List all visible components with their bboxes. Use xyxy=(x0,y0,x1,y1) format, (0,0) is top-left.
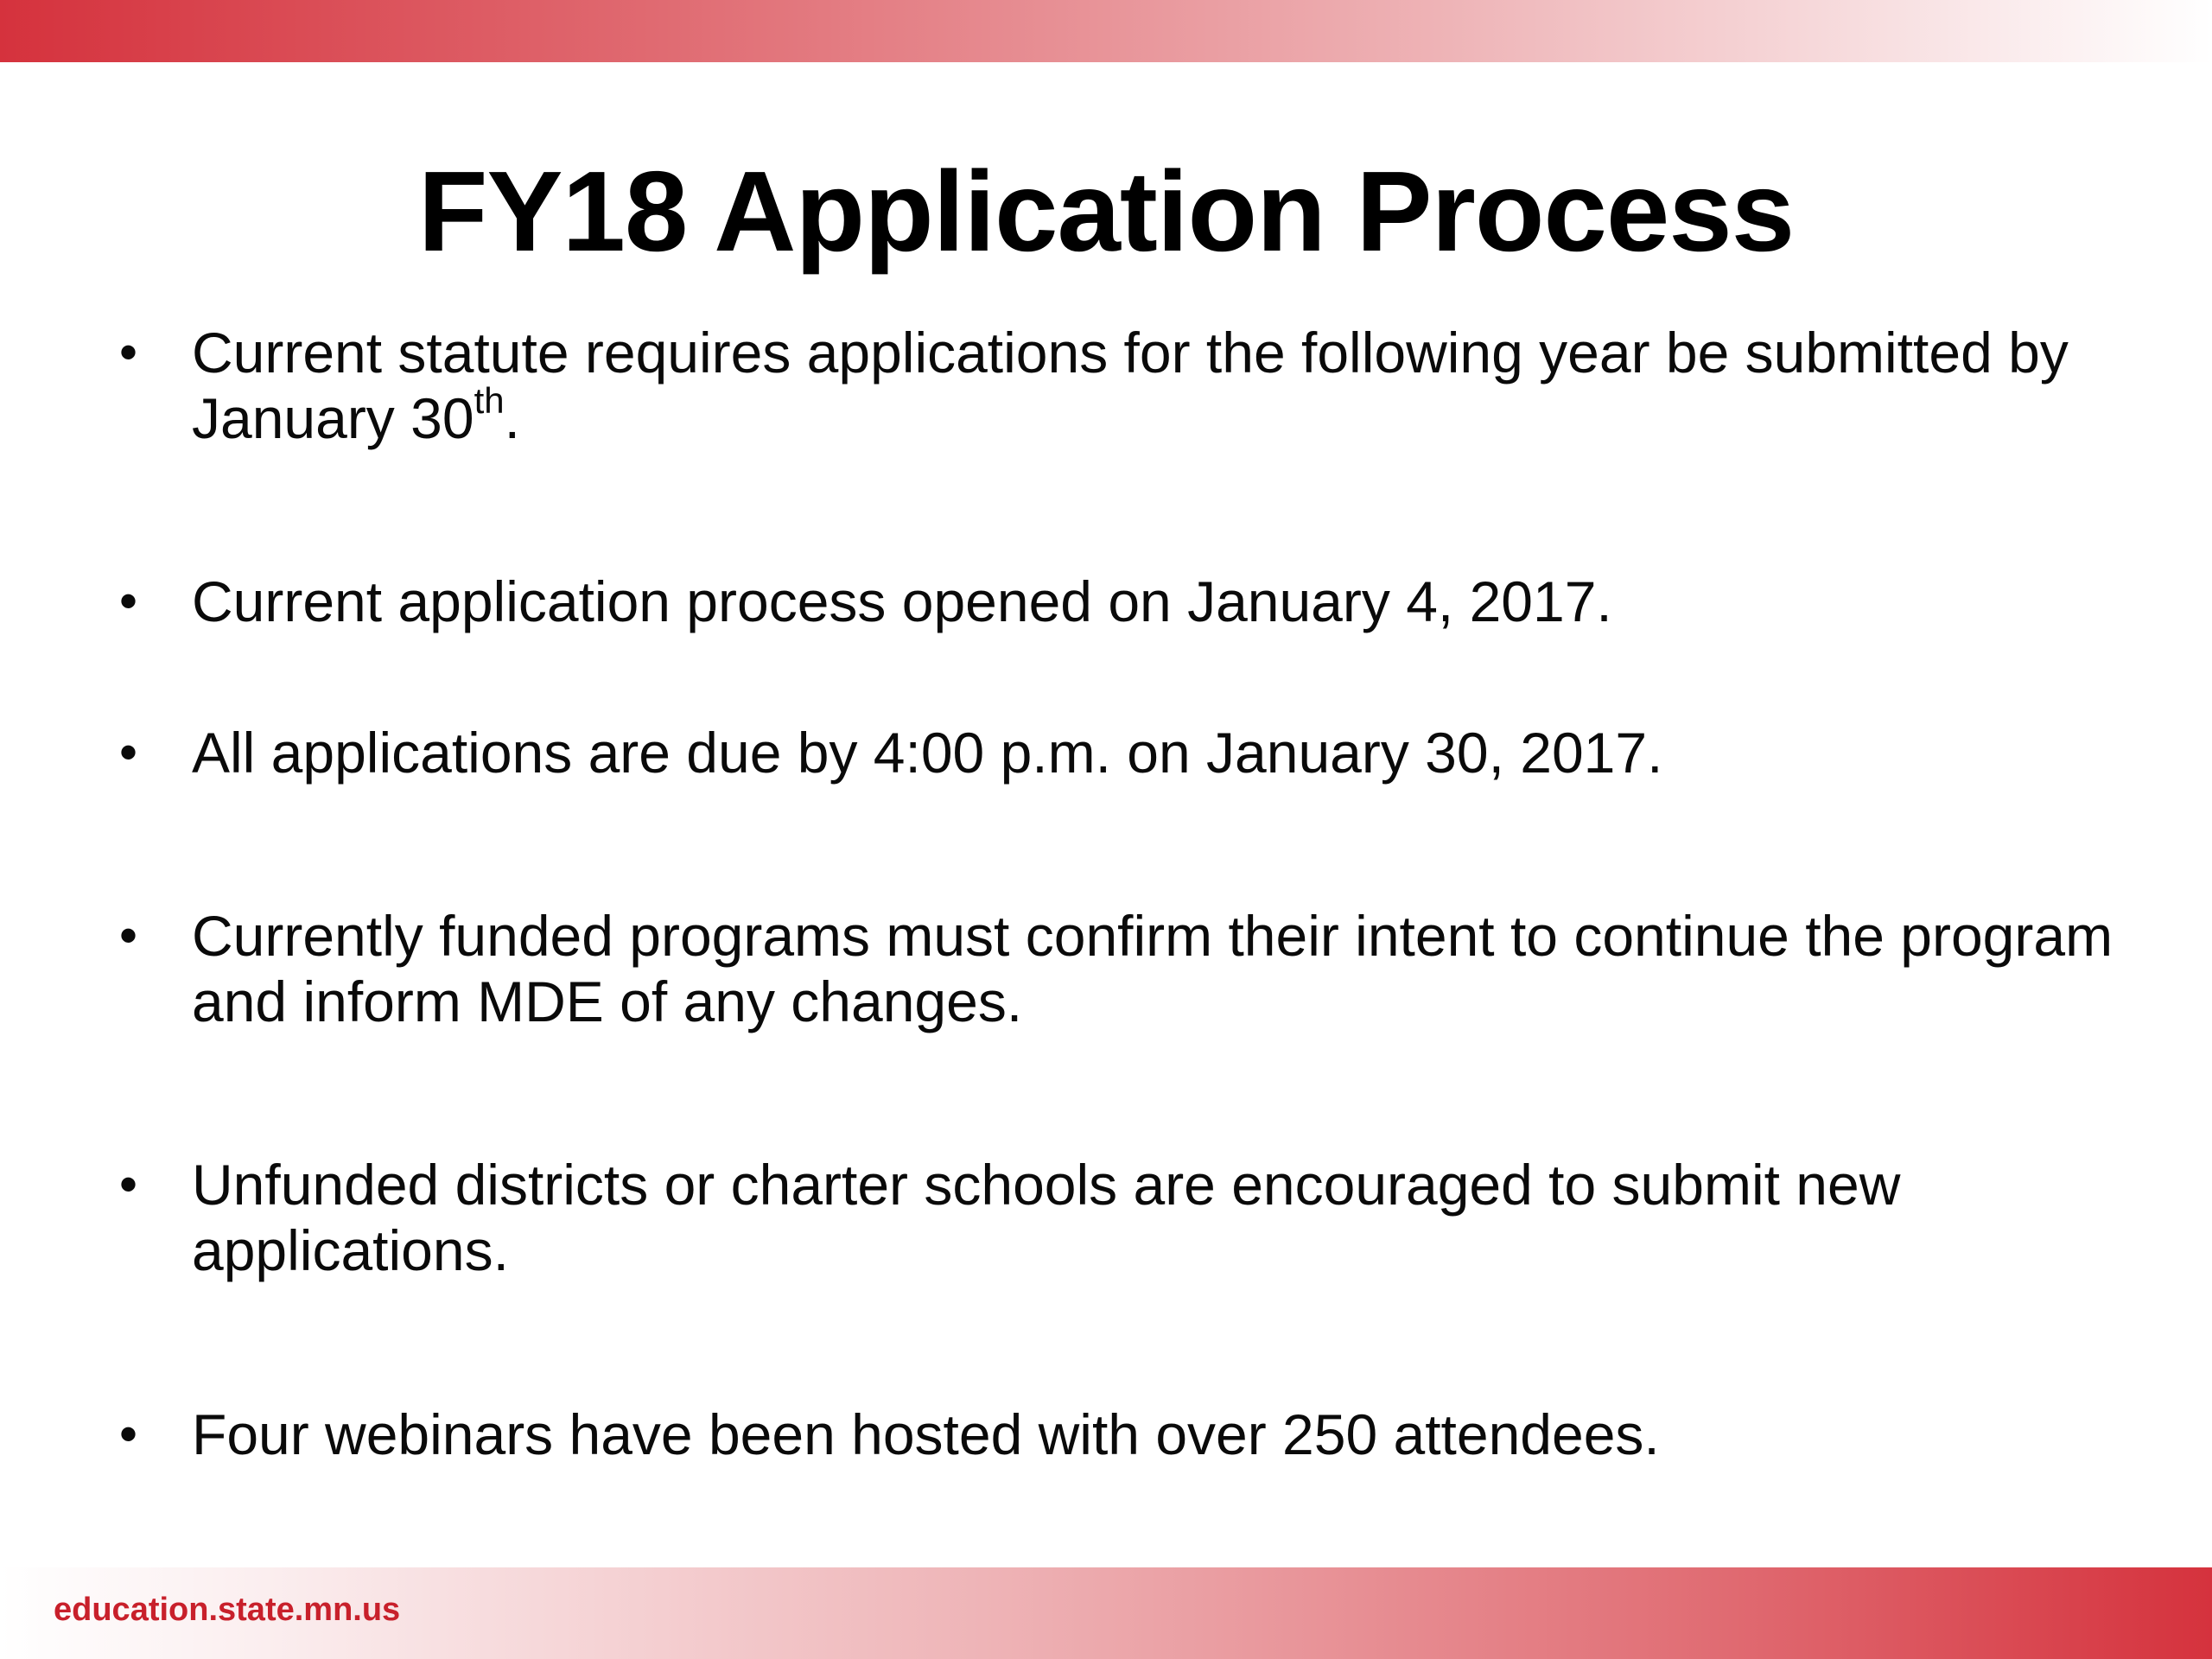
bullet-icon: • xyxy=(119,1155,138,1213)
slide-title: FY18 Application Process xyxy=(417,148,1795,275)
bullet-icon: • xyxy=(119,572,138,630)
bullet-text xyxy=(192,320,2115,451)
bullet-icon: • xyxy=(119,1405,138,1463)
bullet-icon: • xyxy=(119,323,138,381)
top-gradient-bar xyxy=(0,0,2212,62)
bullet-icon: • xyxy=(119,906,138,964)
bullet-icon: • xyxy=(119,723,138,781)
bullet-text: Unfunded districts or charter schools are encouraged to submit new applications. xyxy=(192,1153,1901,1282)
footer-url: education.state.mn.us xyxy=(54,1592,401,1628)
bullet-text: Four webinars have been hosted with over 250 attendees. xyxy=(192,1402,1660,1466)
bullet-text-main: Current statute requires applications for the following year be submitted by January 30 xyxy=(192,321,2069,450)
bullet-text: Current application process opened on January 4, 2017. xyxy=(192,569,1612,633)
bullet-text-superscript: th xyxy=(474,380,505,421)
bullet-text: Currently funded programs must confirm their intent to continue the program and inform MDE of any changes. xyxy=(192,904,2113,1033)
bullet-text: All applications are due by 4:00 p.m. on January 30, 2017. xyxy=(192,721,1663,785)
bullet-text-suffix: . xyxy=(504,386,520,450)
